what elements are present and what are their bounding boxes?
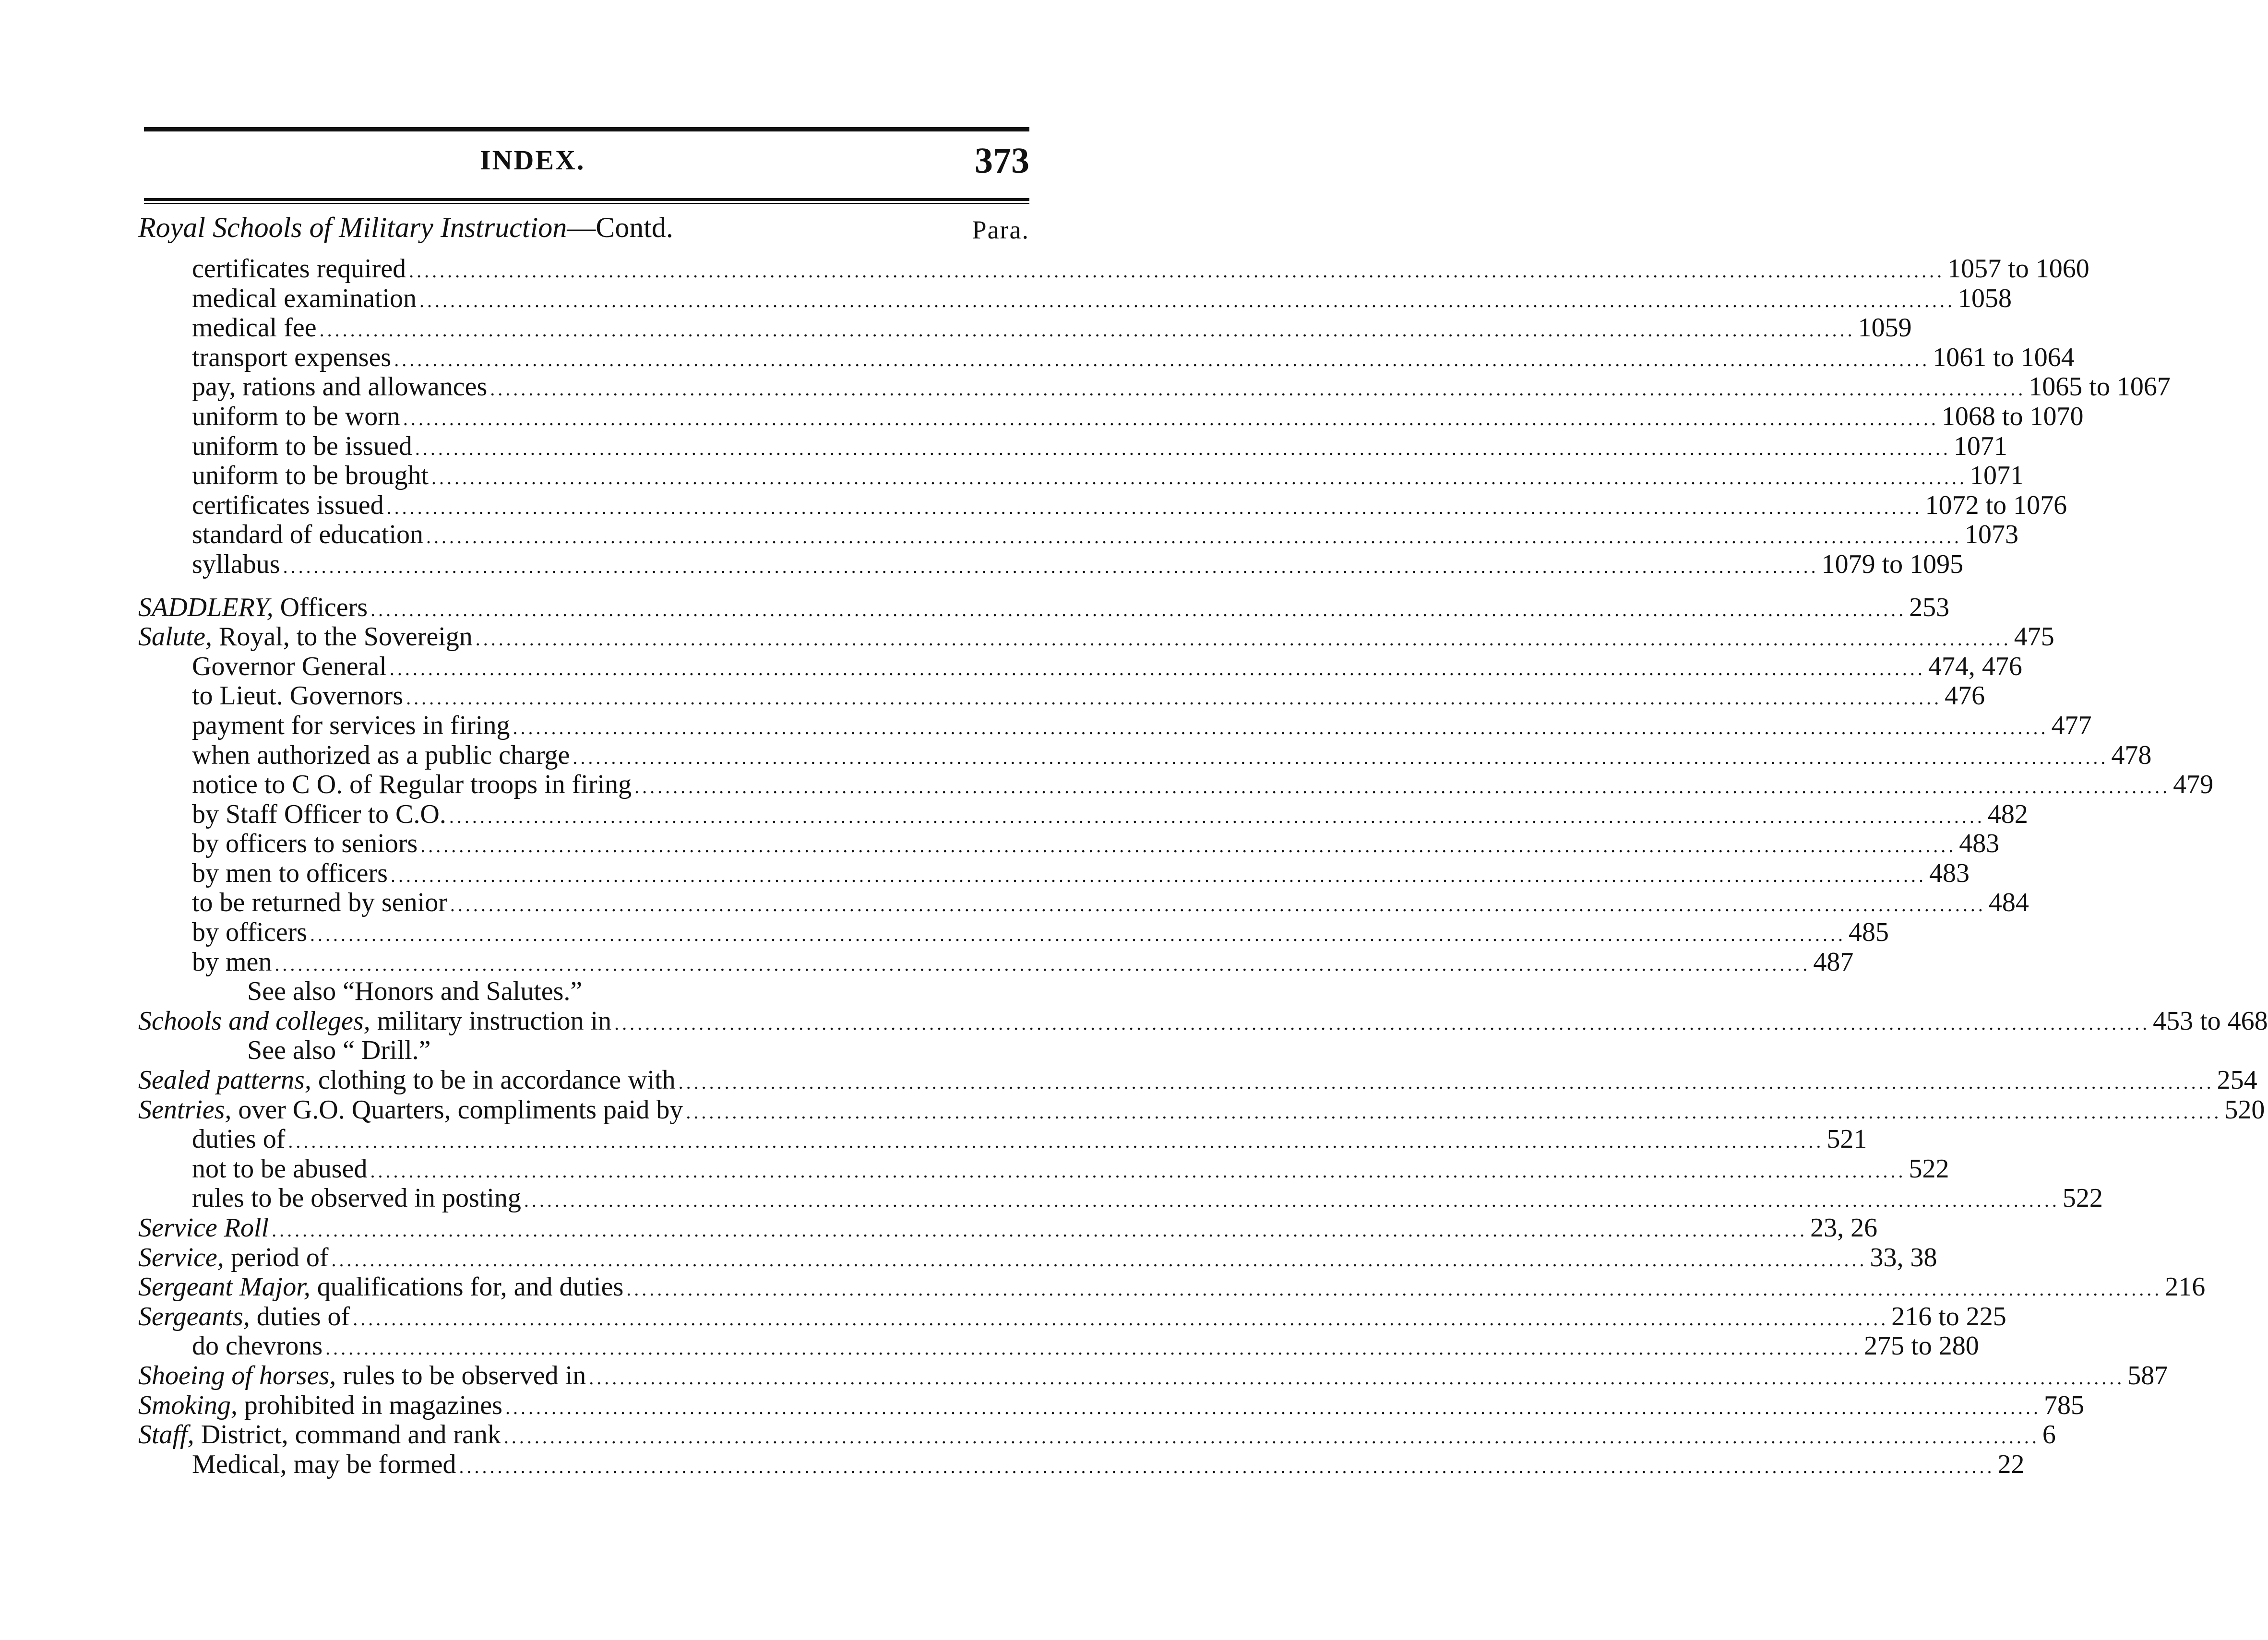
header-rule [144,198,1029,201]
paragraph-reference: 1079 to 1095 [1821,549,1964,579]
paragraph-reference: 587 [2127,1360,2168,1390]
index-entry-heading: Sergeants, [138,1301,250,1331]
index-entry [0,1331,1979,1361]
index-entry-text [138,1391,502,1421]
index-entry-heading: Shoeing of horses, [138,1360,336,1390]
index-entry-text [192,372,487,402]
paragraph-reference: 478 [2111,740,2152,770]
index-entry-list [0,254,2268,1479]
index-entry-heading: Staff, [138,1420,194,1450]
section-title: Royal Schools of Military Instruction [138,212,567,243]
index-entry-text [138,1420,501,1450]
index-entry-heading: Service Roll [138,1213,269,1243]
dot-leader: ........................................................................................................................................................................................................ [406,687,1942,709]
index-entry-subject: clothing to be in accordance with [311,1065,676,1095]
index-entry [0,770,2214,800]
dot-leader: ........................................................................................................................................................................................................ [634,776,2171,798]
index-entry-subject: by men [192,947,272,977]
index-entry-text [192,313,317,343]
index-entry [0,651,2022,682]
index-entry-subject: Officers [273,592,368,622]
index-entry-heading: Sergeant Major, [138,1272,310,1302]
index-entry [0,1213,1878,1243]
index-entry-subject: pay, rations and allowances [192,372,488,402]
index-entry-subject: duties of [192,1124,286,1154]
top-rule [144,127,1029,131]
dot-leader: ........................................................................................................................................................................................................ [272,1219,1808,1241]
index-entry-subject: to be returned by senior [192,888,447,918]
index-entry [0,1301,2006,1332]
index-entry [0,254,2089,284]
paragraph-reference: 1058 [1958,283,2012,313]
index-entry [0,372,2171,402]
index-entry [0,1390,2084,1421]
dot-leader: ........................................................................................................................................................................................................ [614,1012,2150,1034]
index-entry [0,1094,2265,1125]
dot-leader: ........................................................................................................................................................................................................ [353,1307,1889,1330]
index-entry-text [247,977,582,1007]
index-entry-text [192,888,447,918]
dot-leader: ........................................................................................................................................................................................................ [431,467,1968,489]
index-entry-subject: to Lieut. Governors [192,681,404,711]
index-entry [0,313,1912,343]
paragraph-reference: 483 [1959,829,2000,859]
paragraph-reference: 484 [1988,888,2029,918]
index-entry-text [138,1095,683,1125]
index-entry-subject: uniform to be brought [192,461,429,491]
index-entry-subject: syllabus [192,549,280,579]
index-entry [0,710,2092,741]
index-entry-text [138,593,368,623]
running-head: INDEX. [480,144,585,176]
section-title-continued: —Contd. [567,212,673,243]
index-entry-subject: duties of [250,1301,350,1331]
index-entry-text [192,1184,521,1213]
index-entry-subject: standard of education [192,520,424,550]
paragraph-reference: 23, 26 [1810,1213,1878,1243]
index-entry [0,1006,2268,1036]
dot-leader: ........................................................................................................................................................................................................ [275,953,1811,975]
index-entry-heading: Salute, [138,622,212,652]
dot-leader: ........................................................................................................................................................................................................ [370,1160,1906,1182]
index-entry [0,1124,1867,1154]
dot-leader: ........................................................................................................................................................................................................ [288,1130,1824,1153]
index-entry-subject: Governor General [192,651,387,681]
index-entry [0,490,2067,521]
dot-leader: ........................................................................................................................................................................................................ [390,864,1926,886]
dot-leader: ........................................................................................................................................................................................................ [573,746,2109,768]
index-entry-subject: by officers to seniors [192,829,418,859]
index-entry-text [192,800,446,830]
paragraph-reference: 22 [1997,1449,2025,1479]
paragraph-reference: 1072 to 1076 [1925,490,2067,520]
index-entry-text [138,1243,329,1273]
paragraph-reference: 1071 [1970,461,2024,491]
index-entry-text [192,770,632,800]
page-number: 373 [975,141,1029,181]
paragraph-reference: 254 [2217,1065,2257,1095]
paragraph-reference: 1068 to 1070 [1941,401,2084,431]
paragraph-reference: 483 [1929,858,1970,888]
paragraph-reference: 1057 to 1060 [1947,254,2089,284]
index-entry [0,1183,2103,1213]
index-entry [0,431,2007,462]
index-entry-subject: over G.O. Quarters, compliments paid by [231,1094,683,1125]
index-entry-text [192,711,510,741]
paragraph-reference: 522 [1909,1153,1949,1184]
dot-leader: ........................................................................................................................................................................................................ [386,496,1922,518]
dot-leader: ........................................................................................................................................................................................................ [490,378,2026,400]
index-entry [0,1065,2257,1095]
index-entry [0,549,1964,580]
index-entry-text [192,652,387,682]
index-entry-subject: District, command and rank [194,1420,501,1450]
index-entry-text [192,1331,322,1361]
index-entry-subject: by men to officers [192,858,388,888]
dot-leader: ........................................................................................................................................................................................................ [503,1426,2040,1448]
index-entry [0,799,2028,830]
index-entry [0,1449,2025,1480]
dot-leader: ........................................................................................................................................................................................................ [370,598,1907,620]
paragraph-reference: 253 [1909,592,1950,622]
index-entry [0,947,1854,977]
index-entry [0,622,2054,652]
dot-leader: ........................................................................................................................................................................................................ [459,1455,1995,1477]
index-entry [0,1153,1949,1184]
index-entry [0,401,2084,432]
index-entry-text [192,284,417,314]
index-entry-heading: Sentries, [138,1094,232,1125]
index-entry-text [192,859,388,889]
dot-leader: ........................................................................................................................................................................................................ [415,437,1951,459]
dot-leader: ........................................................................................................................................................................................................ [475,628,2011,650]
index-entry-text [192,1154,367,1184]
index-entry-text [192,254,406,284]
dot-leader: ........................................................................................................................................................................................................ [524,1189,2060,1212]
index-entry-text [192,402,400,432]
index-entry [0,1420,2056,1450]
index-entry-subject: prohibited in magazines [237,1390,502,1420]
dot-leader: ........................................................................................................................................................................................................ [420,835,1957,857]
index-entry [0,917,1889,948]
paragraph-reference: 1071 [1953,431,2007,461]
index-entry [0,740,2152,771]
paragraph-reference: 1059 [1858,313,1912,343]
index-entry-text [192,343,391,373]
index-entry-heading: Service, [138,1242,224,1272]
dot-leader: ........................................................................................................................................................................................................ [686,1101,2222,1123]
dot-leader: ........................................................................................................................................................................................................ [283,555,1819,577]
paragraph-reference: 216 to 225 [1891,1301,2006,1331]
index-entry [0,858,1970,889]
paragraph-reference: 482 [1987,799,2028,829]
paragraph-reference: 6 [2042,1420,2056,1450]
index-entry-text [192,520,423,550]
dot-leader: ........................................................................................................................................................................................................ [450,894,1986,916]
paragraph-reference: 521 [1826,1124,1867,1154]
dot-leader: ........................................................................................................................................................................................................ [426,526,1962,548]
paragraph-reference: 522 [2062,1183,2103,1213]
dot-leader: ........................................................................................................................................................................................................ [389,657,1925,679]
paragraph-reference: 33, 38 [1870,1242,1937,1272]
paragraph-reference: 475 [2014,622,2054,652]
dot-leader: ........................................................................................................................................................................................................ [319,319,1855,341]
index-entry-subject: uniform to be issued [192,431,412,461]
index-entry-subject: period of [224,1242,329,1272]
index-entry-text [192,681,403,711]
index-entry-text [192,918,307,948]
index-entry-text [138,1272,623,1302]
index-entry-subject: rules to be observed in posting [192,1183,521,1213]
paragraph-reference: 476 [1945,681,1985,711]
dot-leader: ........................................................................................................................................................................................................ [394,348,1930,370]
paragraph-reference: 275 to 280 [1864,1331,1979,1361]
index-entry-text [138,1302,350,1332]
index-entry-subject: by officers [192,917,307,948]
dot-leader: ........................................................................................................................................................................................................ [310,924,1846,946]
index-entry-text [192,432,412,462]
index-entry-text [192,491,384,521]
index-entry-heading: Schools and colleges, [138,1006,370,1036]
index-entry [0,829,2000,859]
index-entry [0,888,2029,918]
index-entry-subject: Royal, to the Sovereign [212,622,473,652]
index-entry-text [192,461,429,491]
index-entry-text [138,622,473,652]
dot-leader: ........................................................................................................................................................................................................ [325,1337,1862,1359]
index-entry-text [192,741,570,771]
header-rule-thin [144,203,1029,204]
index-entry [0,681,1985,711]
paragraph-reference: 479 [2173,770,2214,800]
index-entry-subject: qualifications for, and duties [310,1272,624,1302]
paragraph-reference: 216 [2165,1272,2206,1302]
dot-leader: ........................................................................................................................................................................................................ [589,1367,2125,1389]
index-entry-text [138,1066,676,1095]
index-entry-subject: transport expenses [192,342,392,372]
paragraph-reference: 1065 to 1067 [2029,372,2171,402]
index-entry-subject: when authorized as a public charge [192,740,570,770]
dot-leader: ........................................................................................................................................................................................................ [403,407,1939,429]
dot-leader: ........................................................................................................................................................................................................ [678,1071,2214,1093]
paragraph-reference: 474, 476 [1928,651,2022,681]
dot-leader: ........................................................................................................................................................................................................ [449,805,1985,827]
index-entry-subject: certificates issued [192,490,384,520]
index-entry [0,1242,1937,1273]
index-entry-subject: notice to C O. of Regular troops in firing [192,770,632,800]
index-entry [0,342,2075,373]
index-entry-subject: certificates required [192,254,406,284]
index-entry-text [138,1213,269,1243]
index-entry-heading: SADDLERY, [138,592,274,622]
index-entry [0,1360,2168,1391]
index-entry [0,520,2019,550]
index-entry-subject: do chevrons [192,1331,323,1361]
index-entry-heading: Smoking, [138,1390,238,1420]
paragraph-reference: 477 [2051,710,2092,740]
dot-leader: ........................................................................................................................................................................................................ [331,1248,1867,1271]
paragraph-reference: 520 [2224,1094,2265,1125]
paragraph-reference: 1061 to 1064 [1933,342,2075,372]
index-entry-subject: medical fee [192,313,317,343]
paragraph-reference: 1073 [1965,520,2019,550]
index-entry [0,461,2024,491]
index-entry-text [192,1125,285,1154]
paragraph-reference: 453 to 468 [2153,1006,2268,1036]
paragraph-reference: 487 [1813,947,1854,977]
index-entry [0,1272,2206,1302]
index-entry-subject: payment for services in firing [192,710,510,740]
index-entry [0,977,1160,1007]
dot-leader: ........................................................................................................................................................................................................ [626,1278,2162,1300]
index-entry-text [192,550,280,580]
index-entry-subject: medical examination [192,283,417,313]
index-entry-subject: See also “ Drill.” [247,1035,431,1066]
index-entry-subject: not to be abused [192,1153,368,1184]
para-column-label: Para. [972,215,1029,244]
dot-leader: ........................................................................................................................................................................................................ [513,716,2049,738]
section-heading [138,211,673,244]
index-entry-subject: by Staff Officer to C.O. [192,799,446,829]
index-entry-heading: Sealed patterns, [138,1065,311,1095]
index-entry-subject: Medical, may be formed [192,1449,456,1479]
index-entry-text [138,1361,586,1391]
index-entry [0,283,2012,314]
index-entry-text [247,1036,431,1066]
index-entry-subject: military instruction in [370,1006,612,1036]
index-entry [0,592,1950,623]
index-entry-text [192,829,418,859]
index-entry [0,1036,1160,1066]
dot-leader: ........................................................................................................................................................................................................ [419,289,1956,311]
index-entry-text [192,1450,456,1480]
index-entry-subject: uniform to be worn [192,401,400,431]
index-entry-subject: rules to be observed in [336,1360,586,1390]
paragraph-reference: 485 [1849,917,1889,948]
index-entry-text [138,1007,611,1036]
dot-leader: ........................................................................................................................................................................................................ [505,1396,2041,1418]
index-entry-text [192,948,272,977]
index-entry-subject: See also “Honors and Salutes.” [247,976,583,1007]
paragraph-reference: 785 [2043,1390,2084,1420]
dot-leader: ........................................................................................................................................................................................................ [409,260,1945,282]
